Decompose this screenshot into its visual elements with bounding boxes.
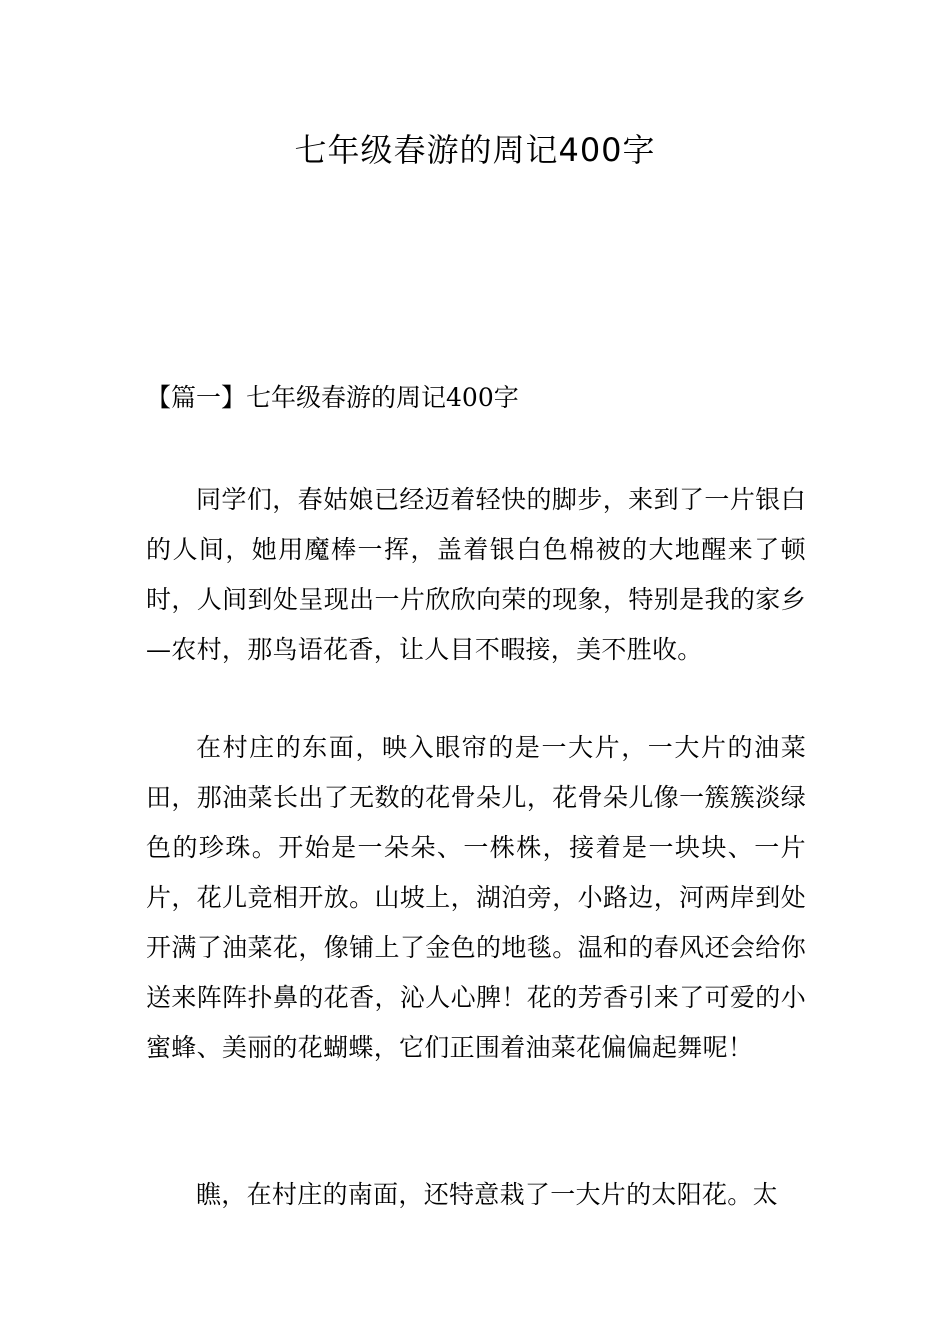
paragraph-3: 瞧，在村庄的南面，还特意栽了一大片的太阳花。太 bbox=[196, 1180, 778, 1209]
document-title: 七年级春游的周记400字 bbox=[294, 131, 656, 169]
paragraph-1: 同学们，春姑娘已经迈着轻快的脚步，来到了一片银白的人间，她用魔棒一挥，盖着银白色棉被的大地醒来了顿时，人间到处呈现出一片欣欣向荣的现象，特别是我的家乡—农村，那鸟语花香，让人目不暇接，美不胜收。 bbox=[146, 485, 806, 664]
section-heading: 【篇一】七年级春游的周记400字 bbox=[146, 383, 519, 412]
paragraph-2: 在村庄的东面，映入眼帘的是一大片，一大片的油菜田，那油菜长出了无数的花骨朵儿，花骨朵儿像一簇簇淡绿色的珍珠。开始是一朵朵、一株株，接着是一块块、一片片，花儿竞相开放。山坡上，湖泊旁，小路边，河两岸到处开满了油菜花，像铺上了金色的地毯。温和的春风还会给你送来阵阵扑鼻的花香，沁人心脾！花的芳香引来了可爱的小蜜蜂、美丽的花蝴蝶，它们正围着油菜花偏偏起舞呢！ bbox=[146, 733, 806, 1062]
